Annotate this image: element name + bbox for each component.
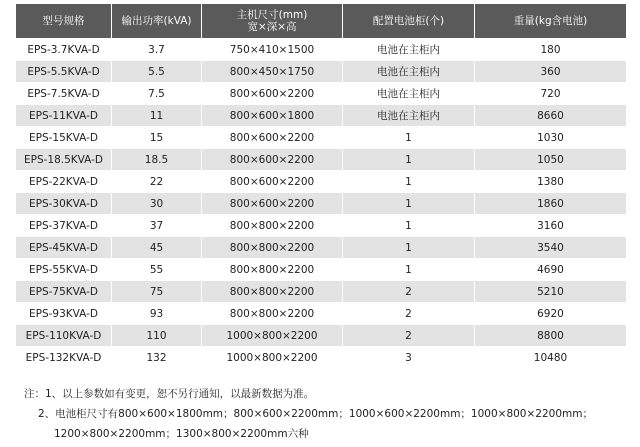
table-row bbox=[16, 237, 626, 258]
cell-battery: 1 bbox=[343, 215, 475, 236]
cell-weight: 3160 bbox=[475, 215, 626, 236]
table-row bbox=[16, 259, 626, 280]
cell-size: 1000×800×2200 bbox=[202, 347, 343, 368]
cell-weight: 3540 bbox=[475, 237, 626, 258]
cell-weight: 5210 bbox=[475, 281, 626, 302]
cell-power: 93 bbox=[112, 303, 202, 324]
table-row bbox=[16, 61, 626, 82]
cell-power: 18.5 bbox=[112, 149, 202, 170]
cell-size: 800×450×1750 bbox=[202, 61, 343, 82]
cell-model: EPS-5.5KVA-D bbox=[16, 61, 112, 82]
cell-power: 7.5 bbox=[112, 83, 202, 104]
table-header-row bbox=[16, 4, 626, 38]
note-1: 注：1、以上参数如有变更，恕不另行通知，以最新数据为准。 bbox=[24, 388, 315, 400]
header-size-line1: 主机尺寸(mm) bbox=[236, 9, 308, 21]
cell-model: EPS-30KVA-D bbox=[16, 193, 112, 214]
cell-size: 800×600×2200 bbox=[202, 83, 343, 104]
cell-weight: 1050 bbox=[475, 149, 626, 170]
cell-size: 800×800×2200 bbox=[202, 215, 343, 236]
table-row bbox=[16, 215, 626, 236]
cell-size: 800×800×2200 bbox=[202, 259, 343, 280]
cell-battery: 2 bbox=[343, 325, 475, 346]
cell-model: EPS-37KVA-D bbox=[16, 215, 112, 236]
cell-battery: 1 bbox=[343, 127, 475, 148]
cell-model: EPS-15KVA-D bbox=[16, 127, 112, 148]
note-2: 2、电池柜尺寸有800×600×1800mm；800×600×2200mm；1000×600×2200mm；1000×800×2200mm； bbox=[38, 408, 593, 420]
cell-model: EPS-132KVA-D bbox=[16, 347, 112, 368]
cell-weight: 8660 bbox=[475, 105, 626, 126]
cell-battery: 电池在主柜内 bbox=[343, 105, 475, 126]
cell-power: 110 bbox=[112, 325, 202, 346]
cell-model: EPS-11KVA-D bbox=[16, 105, 112, 126]
cell-weight: 10480 bbox=[475, 347, 626, 368]
cell-power: 37 bbox=[112, 215, 202, 236]
cell-battery: 电池在主柜内 bbox=[343, 39, 475, 60]
cell-power: 3.7 bbox=[112, 39, 202, 60]
header-size-line2: 宽×深×高 bbox=[247, 21, 297, 33]
cell-weight: 8800 bbox=[475, 325, 626, 346]
cell-power: 15 bbox=[112, 127, 202, 148]
cell-size: 800×800×2200 bbox=[202, 281, 343, 302]
cell-weight: 360 bbox=[475, 61, 626, 82]
table-row bbox=[16, 281, 626, 302]
cell-battery: 电池在主柜内 bbox=[343, 83, 475, 104]
cell-power: 55 bbox=[112, 259, 202, 280]
table-row bbox=[16, 83, 626, 104]
cell-power: 11 bbox=[112, 105, 202, 126]
cell-model: EPS-110KVA-D bbox=[16, 325, 112, 346]
cell-size: 800×600×2200 bbox=[202, 193, 343, 214]
table-row bbox=[16, 325, 626, 346]
header-size bbox=[202, 4, 343, 38]
cell-battery: 1 bbox=[343, 171, 475, 192]
cell-size: 800×800×2200 bbox=[202, 237, 343, 258]
cell-size: 800×600×2200 bbox=[202, 127, 343, 148]
cell-model: EPS-7.5KVA-D bbox=[16, 83, 112, 104]
cell-model: EPS-55KVA-D bbox=[16, 259, 112, 280]
cell-model: EPS-93KVA-D bbox=[16, 303, 112, 324]
cell-power: 75 bbox=[112, 281, 202, 302]
spec-table bbox=[16, 3, 626, 369]
table-row bbox=[16, 149, 626, 170]
table-body bbox=[16, 39, 626, 368]
table-row bbox=[16, 105, 626, 126]
header-battery: 配置电池柜(个) bbox=[343, 4, 475, 38]
cell-power: 30 bbox=[112, 193, 202, 214]
cell-battery: 1 bbox=[343, 193, 475, 214]
header-model: 型号规格 bbox=[16, 4, 112, 38]
cell-weight: 720 bbox=[475, 83, 626, 104]
cell-size: 750×410×1500 bbox=[202, 39, 343, 60]
header-weight: 重量(kg含电池) bbox=[475, 4, 626, 38]
table-row bbox=[16, 347, 626, 368]
table-row bbox=[16, 171, 626, 192]
cell-weight: 6920 bbox=[475, 303, 626, 324]
cell-size: 1000×800×2200 bbox=[202, 325, 343, 346]
cell-power: 22 bbox=[112, 171, 202, 192]
table-row bbox=[16, 127, 626, 148]
note-2-continued: 1200×800×2200mm；1300×800×2200mm六种 bbox=[54, 428, 309, 440]
cell-power: 45 bbox=[112, 237, 202, 258]
notes bbox=[24, 384, 593, 444]
cell-power: 5.5 bbox=[112, 61, 202, 82]
cell-weight: 180 bbox=[475, 39, 626, 60]
cell-weight: 1030 bbox=[475, 127, 626, 148]
cell-model: EPS-22KVA-D bbox=[16, 171, 112, 192]
cell-battery: 电池在主柜内 bbox=[343, 61, 475, 82]
table-row bbox=[16, 39, 626, 60]
cell-battery: 1 bbox=[343, 259, 475, 280]
cell-weight: 4690 bbox=[475, 259, 626, 280]
cell-weight: 1860 bbox=[475, 193, 626, 214]
cell-size: 800×600×2200 bbox=[202, 149, 343, 170]
table-row bbox=[16, 303, 626, 324]
cell-battery: 2 bbox=[343, 303, 475, 324]
table-row bbox=[16, 193, 626, 214]
cell-battery: 1 bbox=[343, 237, 475, 258]
cell-power: 132 bbox=[112, 347, 202, 368]
cell-model: EPS-45KVA-D bbox=[16, 237, 112, 258]
cell-model: EPS-18.5KVA-D bbox=[16, 149, 112, 170]
cell-model: EPS-75KVA-D bbox=[16, 281, 112, 302]
header-power: 输出功率(kVA) bbox=[112, 4, 202, 38]
cell-battery: 1 bbox=[343, 149, 475, 170]
cell-model: EPS-3.7KVA-D bbox=[16, 39, 112, 60]
cell-battery: 3 bbox=[343, 347, 475, 368]
cell-size: 800×600×2200 bbox=[202, 171, 343, 192]
cell-battery: 2 bbox=[343, 281, 475, 302]
cell-size: 800×600×1800 bbox=[202, 105, 343, 126]
cell-size: 800×800×2200 bbox=[202, 303, 343, 324]
cell-weight: 1380 bbox=[475, 171, 626, 192]
